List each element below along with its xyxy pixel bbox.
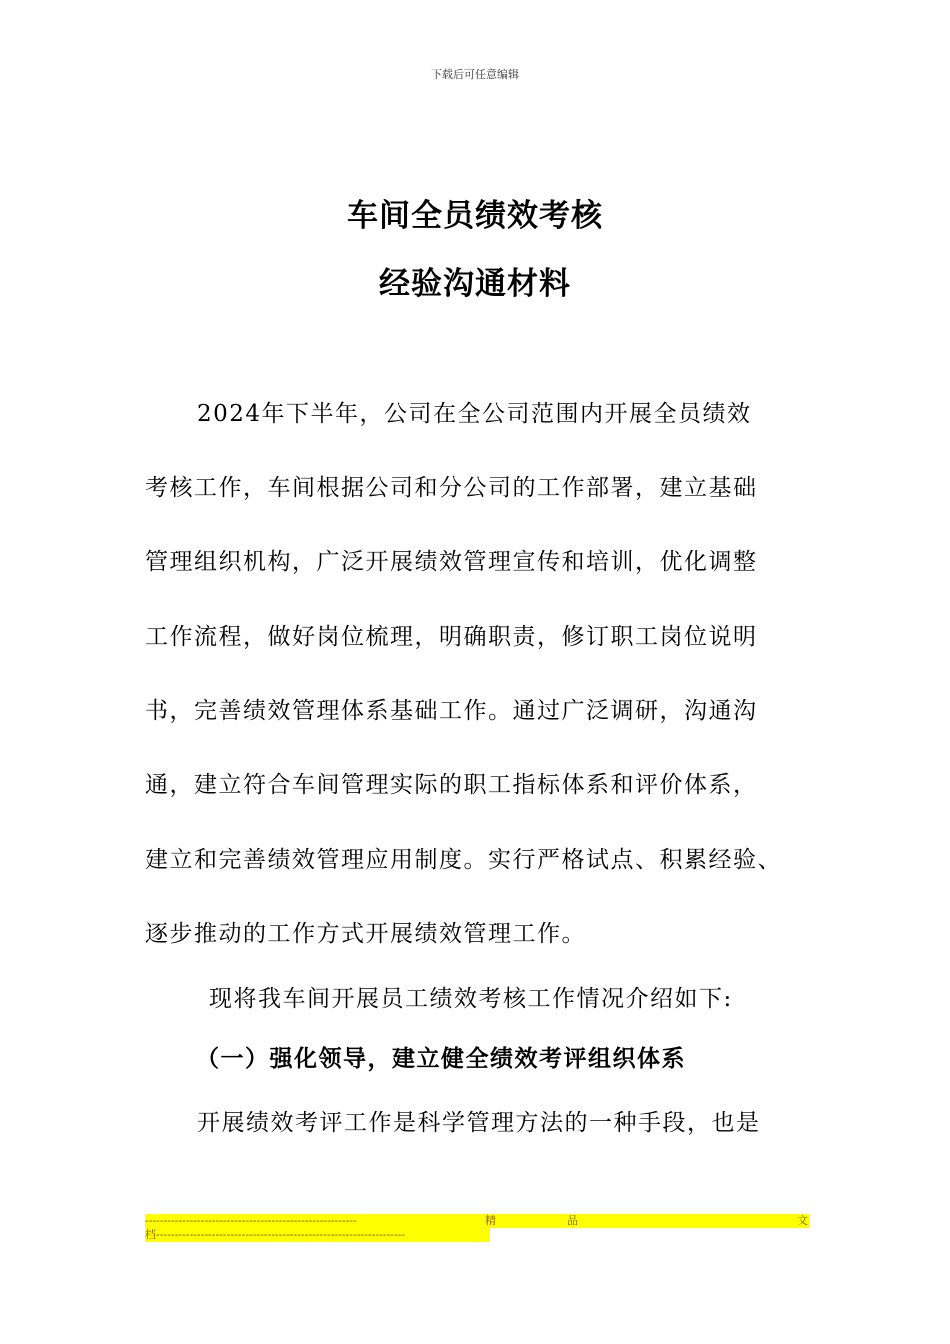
paragraph-1-line-1: 2024年下半年，公司在全公司范围内开展全员绩效 bbox=[197, 401, 752, 427]
paragraph-1-line-8: 逐步推动的工作方式开展绩效管理工作。 bbox=[145, 921, 586, 947]
footer-row-2 bbox=[145, 1228, 490, 1242]
section-1-heading: （一）强化领导，建立健全绩效考评组织体系 bbox=[196, 1046, 686, 1072]
document-title-line1: 车间全员绩效考核 bbox=[347, 198, 603, 234]
header-note: 下载后可任意编辑 bbox=[431, 68, 519, 81]
paragraph-1-line-6: 通，建立符合车间管理实际的职工指标体系和评价体系， bbox=[145, 772, 758, 798]
paragraph-1-line-7: 建立和完善绩效管理应用制度。实行严格试点、积累经验、 bbox=[145, 847, 782, 873]
intro-line: 现将我车间开展员工绩效考核工作情况介绍如下: bbox=[209, 986, 733, 1012]
footer-row-1 bbox=[145, 1214, 810, 1228]
footer-char-1: 精 bbox=[485, 1214, 496, 1227]
section-1-text: 开展绩效考评工作是科学管理方法的一种手段，也是 bbox=[197, 1110, 761, 1136]
footer-char-2: 品 bbox=[567, 1214, 578, 1227]
paragraph-1-line-4: 工作流程，做好岗位梳理，明确职责，修订职工岗位说明 bbox=[145, 624, 758, 650]
footer-char-3: 文 bbox=[797, 1214, 808, 1227]
footer-row-2-text: 档------------------------------------------------------------------- bbox=[145, 1228, 406, 1241]
document-title-line2: 经验沟通材料 bbox=[379, 266, 571, 302]
paragraph-1-line-2: 考核工作，车间根据公司和分公司的工作部署，建立基础 bbox=[145, 475, 758, 501]
footer-banner bbox=[145, 1214, 810, 1242]
paragraph-1-line-5: 书，完善绩效管理体系基础工作。通过广泛调研，沟通沟 bbox=[145, 698, 758, 724]
paragraph-1-line-3: 管理组织机构，广泛开展绩效管理宣传和培训，优化调整 bbox=[145, 549, 758, 575]
footer-dashes: --------------------------------------------------------- bbox=[145, 1214, 357, 1227]
